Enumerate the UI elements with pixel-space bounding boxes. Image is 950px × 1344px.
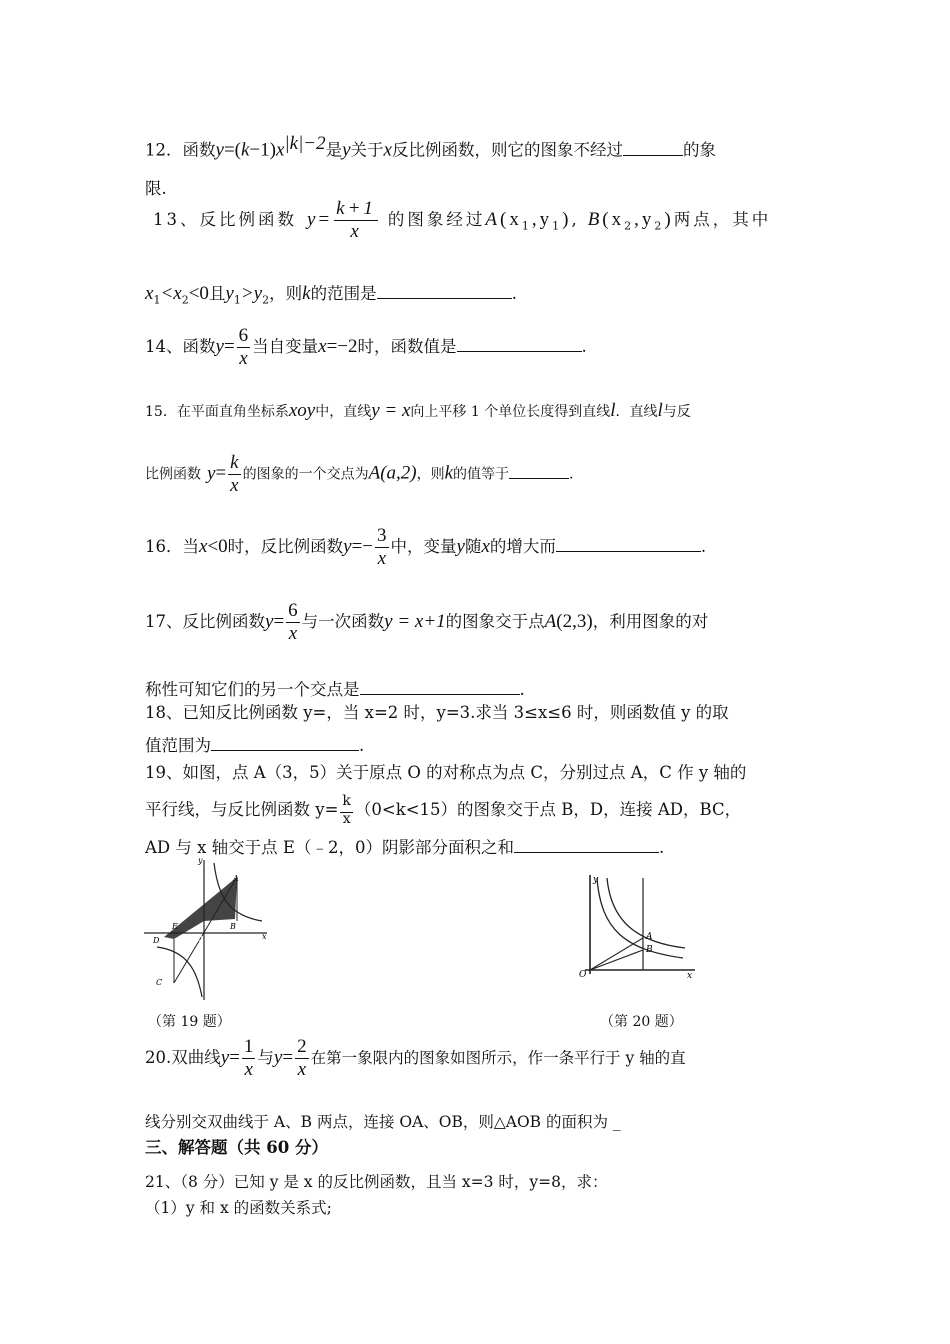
question-13: 13、反比例函数 y= $\frac{k+1}{x}$ 的图象经过$A(x_1,y_1)$, $B(x_2,y_2)$两点，其中 xyxy=(153,198,772,242)
question-15-cont: 比例函数 y= $\frac{k}{x}$ 的图象的一个交点为A(a,2)，则k的值等于 . xyxy=(145,452,574,496)
caption-20: （第 20 题） xyxy=(600,1014,683,1030)
fraction: $\frac{2}{x}$ xyxy=(297,1036,307,1080)
caption-19: （第 19 题） xyxy=(148,1014,231,1030)
label-O: O xyxy=(579,970,587,980)
figure-19 xyxy=(142,855,272,1005)
fraction: $\frac{k}{x}$ xyxy=(340,790,352,825)
fraction: $\frac{3}{x}$ xyxy=(377,525,387,569)
question-12: 12．函数$y=(k-1)x^{|k|-2}$是y关于x反比例函数，则它的图象不经过 的象 xyxy=(145,133,716,161)
question-17: 17、反比例函数y= $\frac{6}{x}$ 与一次函数y = x+1的图象交于点A(2,3)，利用图象的对 xyxy=(145,600,709,644)
question-14: 14、函数y= $\frac{6}{x}$ 当自变量x=−2时，函数值是 . xyxy=(145,325,587,369)
label-O: O xyxy=(196,934,203,943)
question-21: 21、（8 分）已知 y 是 x 的反比例函数，且当 x=3 时，y=8，求： xyxy=(145,1173,608,1191)
label-E: E xyxy=(172,922,178,931)
question-13-cont: $x_1<x_2<0$且$y_1>y_2$，则k的范围是 . xyxy=(145,280,517,311)
label-B: B xyxy=(646,945,653,955)
label-A: A xyxy=(646,932,653,942)
fraction: $\frac{k}{x}$ xyxy=(230,452,239,496)
fraction: $\frac{1}{x}$ xyxy=(243,1036,254,1080)
question-21-part1: （1）y 和 x 的函数关系式; xyxy=(145,1199,332,1217)
label-B: B xyxy=(230,922,236,931)
answer-blank[interactable] xyxy=(457,333,582,352)
question-18: 18、已知反比例函数 y=，当 x=2 时，y=3.求当 3≤x≤6 时，则函数值 y 的取 xyxy=(145,703,729,722)
fraction: $\frac{6}{x}$ xyxy=(238,325,249,369)
answer-blank[interactable] xyxy=(360,676,520,695)
question-12-cont: 限. xyxy=(145,179,167,198)
question-19: 19、如图，点 A（3，5）关于原点 O 的对称点为点 C，分别过点 A，C 作 y 轴的 xyxy=(145,763,747,782)
label-y: y xyxy=(198,856,203,865)
answer-blank[interactable] xyxy=(509,460,569,479)
hyperbola-branch-2 xyxy=(157,947,202,997)
answer-blank[interactable] xyxy=(514,834,659,853)
question-19-cont: 平行线，与反比例函数 y= $\frac{k}{x}$ （0<k<15）的图象交于点 B，D，连接 AD，BC， xyxy=(145,790,741,825)
label-x: x xyxy=(687,971,693,980)
question-18-cont: 值范围为 . xyxy=(145,732,364,757)
fraction: $\frac{6}{x}$ xyxy=(288,600,298,644)
question-17-cont: 称性可知它们的另一个交点是 . xyxy=(145,676,525,701)
label-D: D xyxy=(153,936,160,945)
label-C: C xyxy=(156,978,163,987)
question-16: 16．当x<0时，反比例函数y=− $\frac{3}{x}$ 中，变量y随x的增大而 . xyxy=(145,525,707,569)
figure-20 xyxy=(565,870,700,980)
question-15: 15．在平面直角坐标系xoy中，直线y = x向上平移 1 个单位长度得到直线l．直线l与反 xyxy=(145,400,691,421)
label-y: y xyxy=(593,875,599,885)
question-19-cont2: AD 与 x 轴交于点 E（﹣2，0）阴影部分面积之和 . xyxy=(145,834,664,859)
question-20: 20.双曲线y= $\frac{1}{x}$ 与y= $\frac{2}{x}$ 在第一象限内的图象如图所示，作一条平行于 y 轴的直 xyxy=(145,1036,686,1080)
answer-blank[interactable] xyxy=(377,280,512,299)
answer-blank[interactable] xyxy=(623,137,683,156)
segment-OA xyxy=(590,938,643,970)
fraction: $\frac{k+1}{x}$ xyxy=(336,198,376,242)
question-20-cont: 线分别交双曲线于 A、B 两点，连接 OA、OB，则△AOB 的面积为 _ xyxy=(145,1113,621,1131)
label-A: A xyxy=(233,874,239,883)
section-heading: 三、解答题（共 60 分） xyxy=(145,1138,328,1157)
answer-blank[interactable] xyxy=(556,533,701,552)
answer-blank[interactable] xyxy=(211,732,359,751)
label-x: x xyxy=(262,932,267,941)
segment-OB xyxy=(590,950,643,970)
